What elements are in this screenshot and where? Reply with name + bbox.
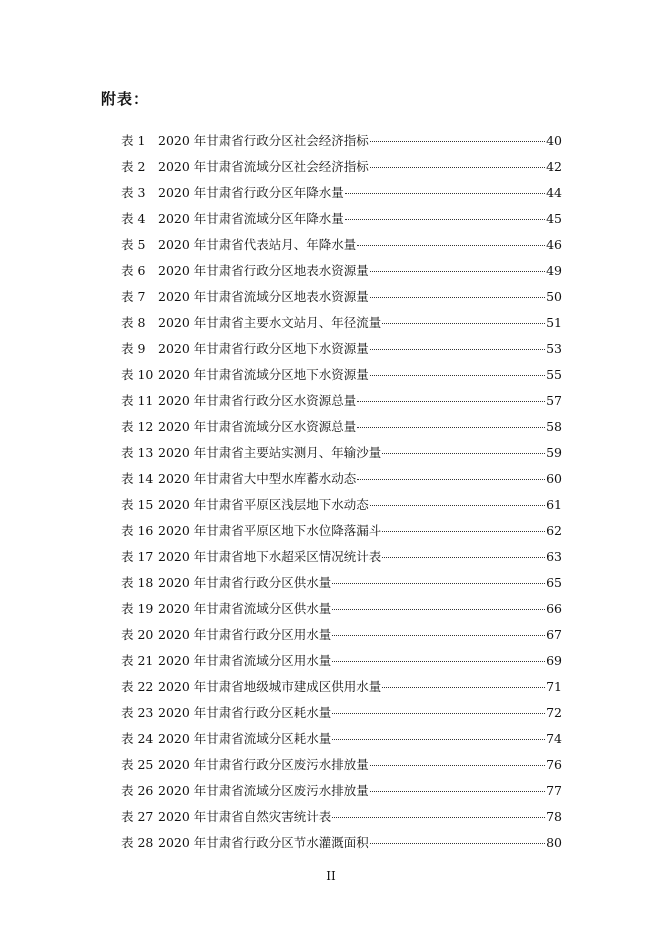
toc-dot-leader <box>370 765 545 766</box>
toc-entry-title: 2020 年甘肃省流域分区水资源总量 <box>158 419 357 434</box>
toc-dot-leader <box>357 427 545 428</box>
toc-dot-leader <box>382 687 545 688</box>
toc-entry-number: 表 26 <box>121 783 154 798</box>
toc-entry-title: 2020 年甘肃省行政分区供水量 <box>158 575 332 590</box>
toc-entry-title: 2020 年甘肃省流域分区地表水资源量 <box>158 289 369 304</box>
toc-entry[interactable] <box>121 804 562 830</box>
toc-entry-page: 76 <box>546 757 562 772</box>
toc-entry-title: 2020 年甘肃省行政分区水资源总量 <box>158 393 357 408</box>
toc-entry-page: 67 <box>546 627 562 642</box>
toc-entry[interactable] <box>121 180 562 206</box>
toc-entry[interactable] <box>121 830 562 856</box>
toc-entry-page: 51 <box>546 315 562 330</box>
toc-dot-leader <box>370 141 545 142</box>
toc-entry-page: 50 <box>546 289 562 304</box>
toc-entry-number: 表 25 <box>121 757 154 772</box>
toc-entry[interactable] <box>121 206 562 232</box>
toc-entry-page: 66 <box>546 601 562 616</box>
toc-entry-title: 2020 年甘肃省平原区地下水位降落漏斗 <box>158 523 382 538</box>
toc-entry-number: 表 6 <box>121 263 146 278</box>
toc-dot-leader <box>345 219 545 220</box>
toc-dot-leader <box>370 505 545 506</box>
toc-entry-page: 69 <box>546 653 562 668</box>
toc-entry-number: 表 3 <box>121 185 146 200</box>
toc-entry-page: 78 <box>546 809 562 824</box>
toc-entry-page: 49 <box>546 263 562 278</box>
toc-dot-leader <box>332 817 545 818</box>
toc-entry-title: 2020 年甘肃省行政分区耗水量 <box>158 705 332 720</box>
toc-entry-number: 表 7 <box>121 289 146 304</box>
toc-entry-title: 2020 年甘肃省主要站实测月、年输沙量 <box>158 445 382 460</box>
toc-dot-leader <box>370 167 545 168</box>
toc-dot-leader <box>332 739 545 740</box>
toc-entry-number: 表 24 <box>121 731 154 746</box>
toc-entry-number: 表 15 <box>121 497 154 512</box>
toc-dot-leader <box>382 323 545 324</box>
toc-entry-number: 表 10 <box>121 367 154 382</box>
toc-dot-leader <box>332 713 545 714</box>
toc-entry-number: 表 9 <box>121 341 146 356</box>
toc-entry[interactable] <box>121 414 562 440</box>
toc-entry-title: 2020 年甘肃省地下水超采区情况统计表 <box>158 549 382 564</box>
toc-entry-page: 40 <box>546 133 562 148</box>
toc-entry-number: 表 19 <box>121 601 154 616</box>
toc-entry[interactable] <box>121 674 562 700</box>
toc-entry-title: 2020 年甘肃省流域分区废污水排放量 <box>158 783 369 798</box>
toc-entry[interactable] <box>121 128 562 154</box>
toc-dot-leader <box>332 583 545 584</box>
toc-entry-page: 55 <box>546 367 562 382</box>
toc-entry-number: 表 18 <box>121 575 154 590</box>
toc-entry-title: 2020 年甘肃省流域分区地下水资源量 <box>158 367 369 382</box>
toc-dot-leader <box>370 349 545 350</box>
toc-entry[interactable] <box>121 622 562 648</box>
toc-entry-page: 77 <box>546 783 562 798</box>
toc-entry[interactable] <box>121 284 562 310</box>
toc-entry-number: 表 2 <box>121 159 146 174</box>
toc-dot-leader <box>332 635 545 636</box>
toc-entry[interactable] <box>121 232 562 258</box>
toc-entry[interactable] <box>121 778 562 804</box>
toc-entry-number: 表 12 <box>121 419 154 434</box>
appendix-heading: 附表： <box>101 90 150 108</box>
toc-entry[interactable] <box>121 310 562 336</box>
toc-entry-title: 2020 年甘肃省代表站月、年降水量 <box>158 237 357 252</box>
toc-entry-title: 2020 年甘肃省行政分区用水量 <box>158 627 332 642</box>
toc-dot-leader <box>382 531 545 532</box>
toc-entry-page: 44 <box>546 185 562 200</box>
toc-entry-number: 表 27 <box>121 809 154 824</box>
toc-dot-leader <box>370 271 545 272</box>
toc-entry-number: 表 14 <box>121 471 154 486</box>
toc-entry-title: 2020 年甘肃省平原区浅层地下水动态 <box>158 497 369 512</box>
toc-entry-title: 2020 年甘肃省行政分区年降水量 <box>158 185 344 200</box>
toc-entry-page: 57 <box>546 393 562 408</box>
toc-dot-leader <box>332 661 545 662</box>
toc-entry-page: 46 <box>546 237 562 252</box>
toc-dot-leader <box>357 401 545 402</box>
toc-entry-page: 62 <box>546 523 562 538</box>
toc-entry-title: 2020 年甘肃省流域分区社会经济指标 <box>158 159 369 174</box>
toc-entry-page: 63 <box>546 549 562 564</box>
toc-entry-page: 74 <box>546 731 562 746</box>
toc-dot-leader <box>345 193 545 194</box>
toc-entry-title: 2020 年甘肃省行政分区节水灌溉面积 <box>158 835 369 850</box>
toc-entry-title: 2020 年甘肃省行政分区地表水资源量 <box>158 263 369 278</box>
toc-entry-number: 表 11 <box>121 393 154 408</box>
toc-dot-leader <box>370 843 545 844</box>
toc-entry[interactable] <box>121 336 562 362</box>
table-of-contents <box>121 128 562 856</box>
toc-dot-leader <box>382 557 545 558</box>
toc-entry-title: 2020 年甘肃省行政分区废污水排放量 <box>158 757 369 772</box>
toc-entry[interactable] <box>121 648 562 674</box>
toc-entry-number: 表 16 <box>121 523 154 538</box>
toc-entry-page: 61 <box>546 497 562 512</box>
toc-entry-page: 65 <box>546 575 562 590</box>
toc-dot-leader <box>357 479 545 480</box>
toc-entry-title: 2020 年甘肃省行政分区社会经济指标 <box>158 133 369 148</box>
toc-entry-number: 表 5 <box>121 237 146 252</box>
toc-entry[interactable] <box>121 388 562 414</box>
toc-entry-number: 表 13 <box>121 445 154 460</box>
toc-entry[interactable] <box>121 518 562 544</box>
toc-dot-leader <box>370 297 545 298</box>
toc-entry[interactable] <box>121 726 562 752</box>
toc-entry[interactable] <box>121 570 562 596</box>
toc-entry[interactable] <box>121 492 562 518</box>
toc-entry-page: 42 <box>546 159 562 174</box>
toc-entry[interactable] <box>121 752 562 778</box>
toc-entry[interactable] <box>121 544 562 570</box>
toc-entry-number: 表 1 <box>121 133 146 148</box>
toc-entry[interactable] <box>121 596 562 622</box>
toc-entry[interactable] <box>121 154 562 180</box>
toc-entry-number: 表 8 <box>121 315 146 330</box>
toc-entry-title: 2020 年甘肃省流域分区年降水量 <box>158 211 344 226</box>
page-number: II <box>326 869 336 883</box>
toc-entry-number: 表 21 <box>121 653 154 668</box>
toc-dot-leader <box>382 453 545 454</box>
toc-dot-leader <box>370 375 545 376</box>
toc-entry-page: 53 <box>546 341 562 356</box>
toc-entry-page: 60 <box>546 471 562 486</box>
toc-entry-page: 45 <box>546 211 562 226</box>
toc-entry[interactable] <box>121 466 562 492</box>
toc-entry-title: 2020 年甘肃省流域分区耗水量 <box>158 731 332 746</box>
toc-entry-title: 2020 年甘肃省流域分区用水量 <box>158 653 332 668</box>
toc-entry-page: 71 <box>546 679 562 694</box>
toc-entry-title: 2020 年甘肃省行政分区地下水资源量 <box>158 341 369 356</box>
toc-entry-number: 表 28 <box>121 835 154 850</box>
toc-dot-leader <box>370 791 545 792</box>
toc-entry-page: 80 <box>546 835 562 850</box>
toc-dot-leader <box>357 245 545 246</box>
toc-entry-number: 表 22 <box>121 679 154 694</box>
toc-entry-title: 2020 年甘肃省流域分区供水量 <box>158 601 332 616</box>
toc-entry-page: 58 <box>546 419 562 434</box>
toc-entry-number: 表 17 <box>121 549 154 564</box>
toc-entry[interactable] <box>121 362 562 388</box>
toc-entry-title: 2020 年甘肃省主要水文站月、年径流量 <box>158 315 382 330</box>
toc-entry[interactable] <box>121 258 562 284</box>
toc-entry-number: 表 4 <box>121 211 146 226</box>
toc-entry-title: 2020 年甘肃省地级城市建成区供用水量 <box>158 679 382 694</box>
toc-entry-page: 72 <box>546 705 562 720</box>
toc-entry-title: 2020 年甘肃省大中型水库蓄水动态 <box>158 471 357 486</box>
toc-dot-leader <box>332 609 545 610</box>
toc-entry-number: 表 20 <box>121 627 154 642</box>
toc-entry-number: 表 23 <box>121 705 154 720</box>
toc-entry-title: 2020 年甘肃省自然灾害统计表 <box>158 809 332 824</box>
toc-entry-page: 59 <box>546 445 562 460</box>
toc-entry[interactable] <box>121 700 562 726</box>
toc-entry[interactable] <box>121 440 562 466</box>
